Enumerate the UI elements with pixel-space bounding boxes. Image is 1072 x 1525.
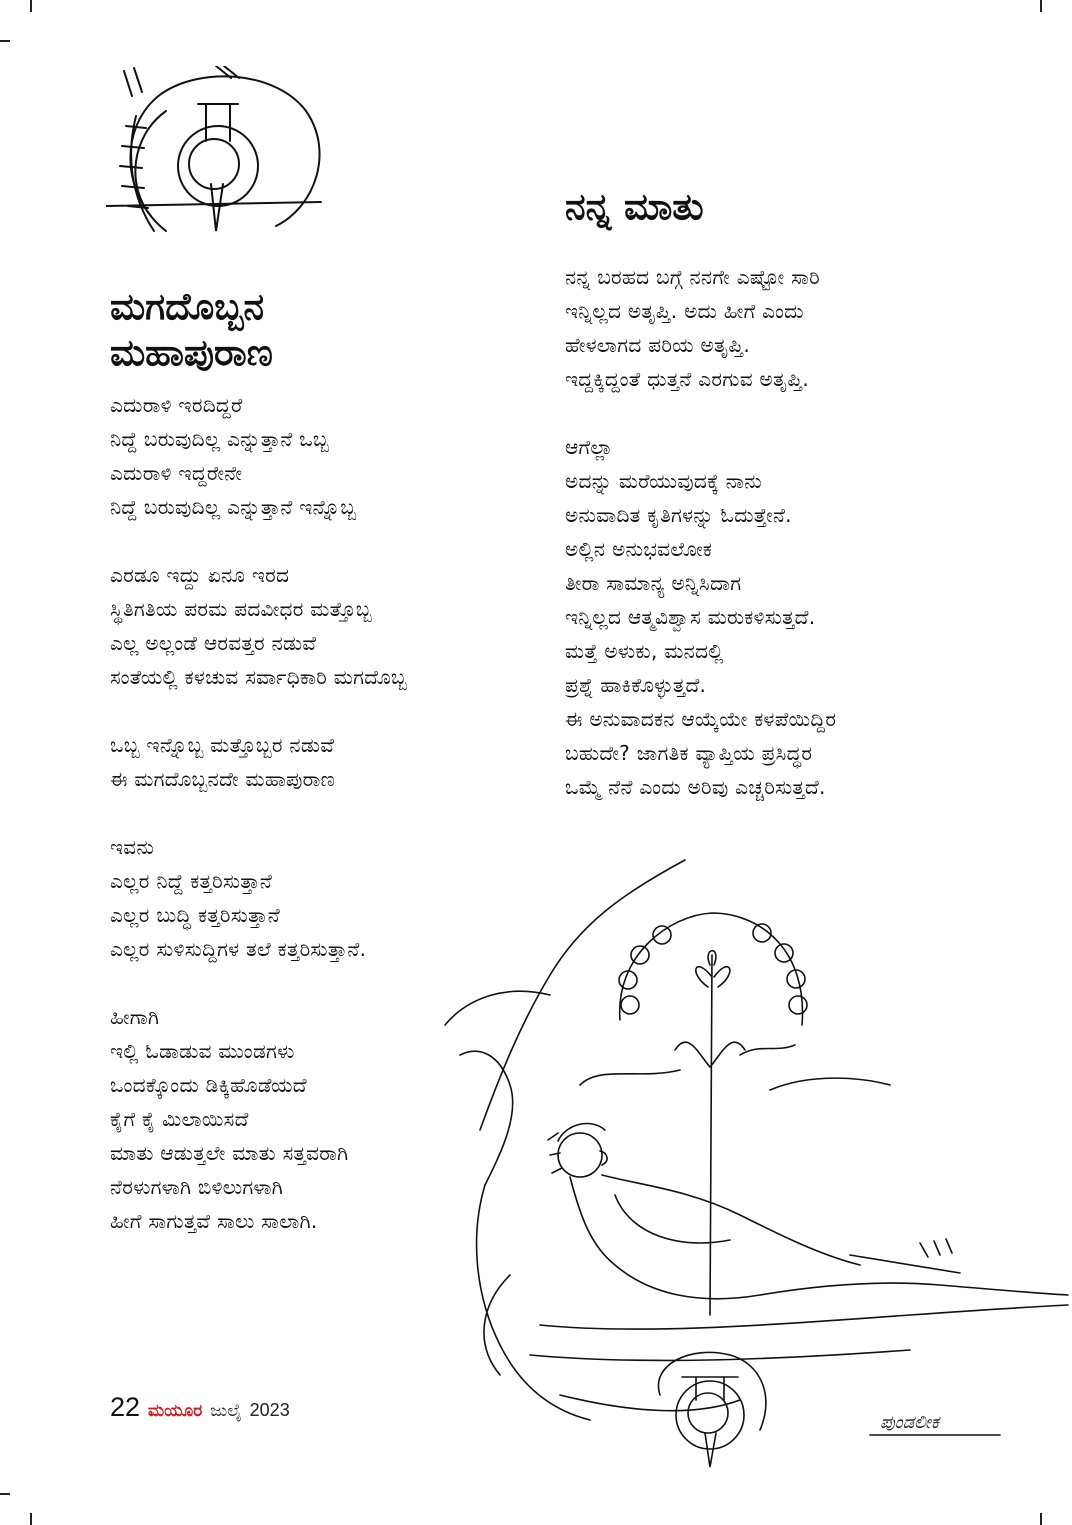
poem-line: ಸಂತೆಯಲ್ಲಿ ಕಳಚುವ ಸರ್ವಾಧಿಕಾರಿ ಮಗದೊಬ್ಬ — [110, 665, 408, 689]
poem-line: ಇದ್ದಕ್ಕಿದ್ದಂತೆ ಧುತ್ತನೆ ಎರಗುವ ಅತೃಪ್ತಿ. — [565, 367, 809, 391]
sketch-ornament-top — [106, 66, 331, 241]
poem-line: ಮತ್ತೆ ಅಳುಕು, ಮನದಲ್ಲಿ — [565, 639, 724, 663]
poem1-body — [110, 388, 407, 1238]
poem-line: ಒಬ್ಬ ಇನ್ನೊಬ್ಬ ಮತ್ತೊಬ್ಬರ ನಡುವೆ — [110, 733, 335, 757]
crop-mark-left-upper — [0, 40, 10, 42]
stanza-break — [110, 524, 407, 558]
poem-line: ಹೇಳಲಾಗದ ಪರಿಯ ಅತೃಪ್ತಿ. — [565, 333, 751, 357]
poem-line: ಎಲ್ಲರ ನಿದ್ದೆ ಕತ್ತರಿಸುತ್ತಾನೆ — [110, 869, 273, 893]
poem-line: ಎರಡೂ ಇದ್ದು ಏನೂ ಇರದ — [110, 563, 290, 587]
crop-mark-top-right — [1040, 0, 1042, 12]
poem-line: ಎಲ್ಲ ಅಲ್ಲಂಡೆ ಆರವತ್ತರ ನಡುವೆ — [110, 631, 317, 655]
poem-line: ಎಲ್ಲರ ಬುದ್ಧಿ ಕತ್ತರಿಸುತ್ತಾನೆ — [110, 903, 280, 927]
poem-line: ನಿದ್ದೆ ಬರುವುದಿಲ್ಲ ಎನ್ನುತ್ತಾನೆ ಇನ್ನೊಬ್ಬ — [110, 495, 357, 519]
stanza-break — [565, 396, 836, 430]
poem-line: ಅದನ್ನು ಮರೆಯುವುದಕ್ಕೆ ನಾನು — [565, 469, 763, 493]
poem-line: ನಿದ್ದೆ ಬರುವುದಿಲ್ಲ ಎನ್ನುತ್ತಾನೆ ಒಬ್ಬ — [110, 427, 330, 451]
page-number: 22 — [110, 1392, 141, 1422]
poem1-title-line2: ಮಹಾಪುರಾಣ — [110, 331, 273, 375]
poem-line: ಕೈಗೆ ಕೈ ಮಿಲಾಯಿಸದೆ — [110, 1107, 249, 1131]
poem-line: ಇಲ್ಲಿ ಓಡಾಡುವ ಮುಂಡಗಳು — [110, 1039, 295, 1063]
poem-line: ಎಲ್ಲರ ಸುಳಿಸುದ್ದಿಗಳ ತಲೆ ಕತ್ತರಿಸುತ್ತಾನೆ. — [110, 937, 367, 961]
poem-line: ಒಂದಕ್ಕೊಂದು ಡಿಕ್ಕಿಹೊಡೆಯದೆ — [110, 1073, 307, 1097]
crop-mark-bottom-right — [1040, 1513, 1042, 1525]
poem-line: ಒಮ್ಮೆ ನೆನೆ ಎಂದು ಅರಿವು ಎಚ್ಚರಿಸುತ್ತದೆ. — [565, 775, 826, 799]
poem-line: ಈ ಮಗದೊಬ್ಬನದೇ ಮಹಾಪುರಾಣ — [110, 767, 336, 791]
poem-line: ಎದುರಾಳಿ ಇದ್ದರೇನೇ — [110, 461, 243, 485]
poem-line: ಪ್ರಶ್ನೆ ಹಾಕಿಕೊಳ್ಳುತ್ತದೆ. — [565, 673, 707, 697]
stanza-break — [110, 966, 407, 1000]
stanza-break — [110, 796, 407, 830]
artist-signature: ಪುಂಡಲೀಕ — [880, 1412, 939, 1433]
poem-line: ಅನುವಾದಿತ ಕೃತಿಗಳನ್ನು ಓದುತ್ತೇನೆ. — [565, 503, 792, 527]
issue-month: ಜುಲೈ — [210, 1401, 242, 1421]
crop-mark-top-left — [30, 0, 32, 12]
poem-line: ಹೀಗೆ ಸಾಗುತ್ತವೆ ಸಾಲು ಸಾಲಾಗಿ. — [110, 1209, 318, 1233]
poem-line: ನನ್ನ ಬರಹದ ಬಗ್ಗೆ ನನಗೇ ಎಷ್ಟೋ ಸಾರಿ — [565, 265, 820, 289]
page-footer — [110, 1392, 290, 1423]
poem-line: ಹೀಗಾಗಿ — [110, 1005, 160, 1029]
stanza-break — [110, 694, 407, 728]
poem-line: ತೀರಾ ಸಾಮಾನ್ಯ ಅನ್ನಿಸಿದಾಗ — [565, 571, 742, 595]
reclining-figure-illustration — [440, 855, 1070, 1470]
poem2-title: ನನ್ನ ಮಾತು — [565, 185, 704, 228]
crop-mark-left-lower — [0, 1493, 10, 1495]
poem-line: ಇನ್ನಿಲ್ಲದ ಆತ್ಮವಿಶ್ವಾಸ ಮರುಕಳಿಸುತ್ತದೆ. — [565, 605, 816, 629]
poem-line: ನೆರಳುಗಳಾಗಿ ಬಿಳಿಲುಗಳಾಗಿ — [110, 1175, 283, 1199]
poem-line: ಸ್ಥಿತಿಗತಿಯ ಪರಮ ಪದವೀಧರ ಮತ್ತೊಬ್ಬ — [110, 597, 372, 621]
poem-line: ಬಹುದೇ? ಜಾಗತಿಕ ವ್ಯಾಪ್ತಿಯ ಪ್ರಸಿದ್ಧರ — [565, 741, 813, 765]
crop-mark-bottom-left — [30, 1513, 32, 1525]
poem1-title — [110, 284, 273, 377]
issue-year: 2023 — [249, 1400, 290, 1420]
poem-line: ಆಗೆಲ್ಲಾ — [565, 435, 614, 459]
poem-line: ಅಲ್ಲಿನ ಅನುಭವಲೋಕ — [565, 537, 713, 561]
poem-line: ಈ ಅನುವಾದಕನ ಆಯ್ಕೆಯೇ ಕಳಪೆಯಿದ್ದಿರ — [565, 707, 837, 731]
poem2-body — [565, 260, 836, 804]
poem-line: ಮಾತು ಆಡುತ್ತಲೇ ಮಾತು ಸತ್ತವರಾಗಿ — [110, 1141, 349, 1165]
poem1-title-line1: ಮಗದೊಬ್ಬನ — [110, 285, 265, 328]
poem-line: ಇವನು — [110, 835, 155, 859]
magazine-name: ಮಯೂರ — [148, 1401, 203, 1421]
poem-line: ಎದುರಾಳಿ ಇರದಿದ್ದರೆ — [110, 393, 243, 417]
poem-line: ಇನ್ನಿಲ್ಲದ ಅತೃಪ್ತಿ. ಅದು ಹೀಗೆ ಎಂದು — [565, 299, 804, 323]
